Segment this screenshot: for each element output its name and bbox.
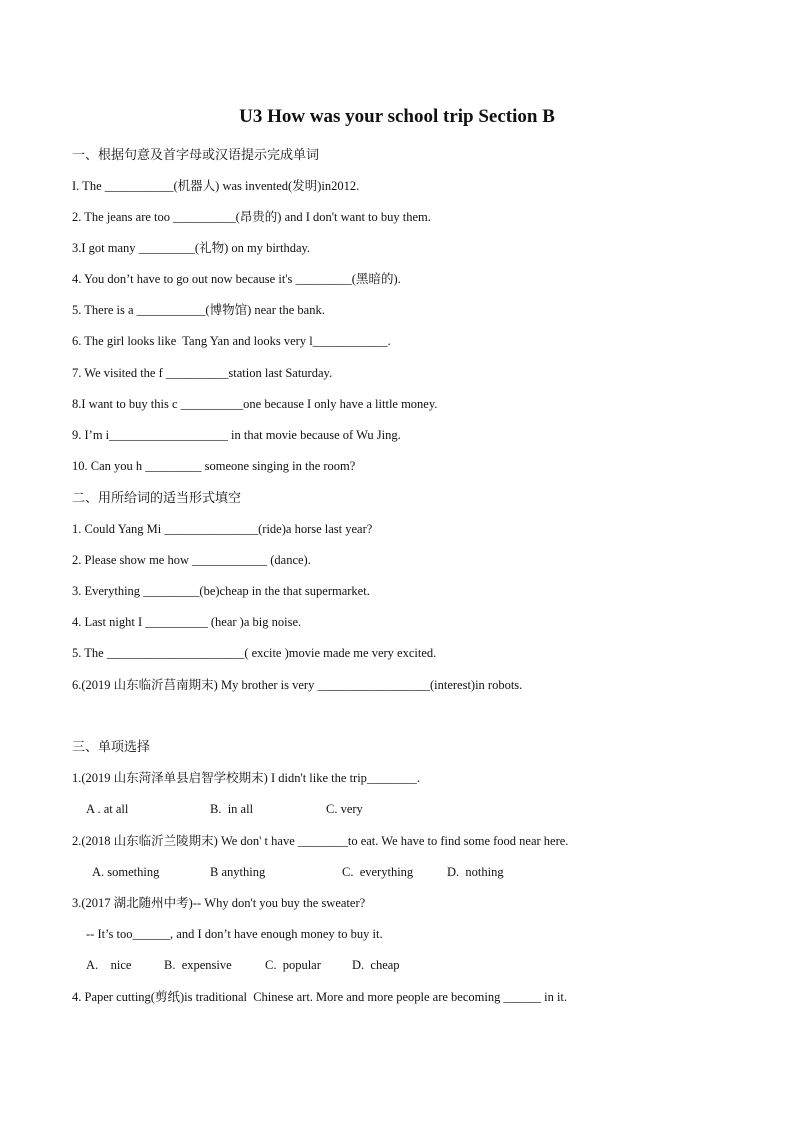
question-stem: 2.(2018 山东临沂兰陵期末) We don' t have ________to eat. We have to find some food near here. (72, 834, 569, 848)
question-line: 2. Please show me how ____________ (dance). (72, 553, 311, 567)
option-c: C. everything (342, 865, 414, 879)
question-line: 6.(2019 山东临沂莒南期末) My brother is very __________________(interest)in robots. (72, 678, 523, 692)
question-line: 1. Could Yang Mi _______________(ride)a horse last year? (72, 522, 373, 536)
question-stem: 4. Paper cutting(剪纸)is traditional Chinese art. More and more people are becoming ______ in it. (72, 990, 568, 1004)
option-d: D. nothing (447, 865, 504, 879)
question-line: 6. The girl looks like Tang Yan and looks very l____________. (72, 334, 391, 348)
option-b: B. expensive (164, 958, 232, 972)
question-line: 9. I’m i___________________ in that movie because of Wu Jing. (72, 428, 401, 442)
option-d: D. cheap (352, 958, 400, 972)
question-line: -- It’s too______, and I don’t have enough money to buy it. (86, 927, 383, 941)
question-stem: 3.(2017 湖北随州中考)-- Why don't you buy the sweater? (72, 896, 366, 910)
question-line: 8.I want to buy this c __________one because I only have a little money. (72, 397, 438, 411)
option-b: B. in all (210, 802, 254, 816)
page-title: U3 How was your school trip Section B (239, 106, 555, 127)
option-a: A. nice (86, 958, 132, 972)
question-line: I. The ___________(机器人) was invented(发明)in2012. (72, 179, 360, 193)
option-c: C. popular (265, 958, 321, 972)
option-a: A. something (92, 865, 160, 879)
question-line: 5. There is a ___________(博物馆) near the bank. (72, 303, 325, 317)
option-b: B anything (210, 865, 266, 879)
question-line: 2. The jeans are too __________(昂贵的) and I don't want to buy them. (72, 210, 431, 224)
question-line: 3.I got many _________(礼物) on my birthday. (72, 241, 311, 255)
section1-heading: 一、根据句意及首字母或汉语提示完成单词 (72, 147, 320, 162)
question-line: 5. The ______________________( excite )movie made me very excited. (72, 646, 437, 660)
question-line: 4. You don’t have to go out now because it's _________(黑暗的). (72, 272, 401, 286)
question-line: 4. Last night I __________ (hear )a big noise. (72, 615, 302, 629)
question-line: 10. Can you h _________ someone singing in the room? (72, 459, 356, 473)
section3-heading: 三、单项选择 (72, 739, 151, 754)
option-c: C. very (326, 802, 363, 816)
option-a: A . at all (86, 802, 129, 816)
section2-heading: 二、用所给词的适当形式填空 (72, 490, 242, 505)
question-stem: 1.(2019 山东菏泽单县启智学校期末) I didn't like the trip________. (72, 771, 421, 785)
question-line: 7. We visited the f __________station last Saturday. (72, 366, 333, 380)
question-line: 3. Everything _________(be)cheap in the that supermarket. (72, 584, 370, 598)
